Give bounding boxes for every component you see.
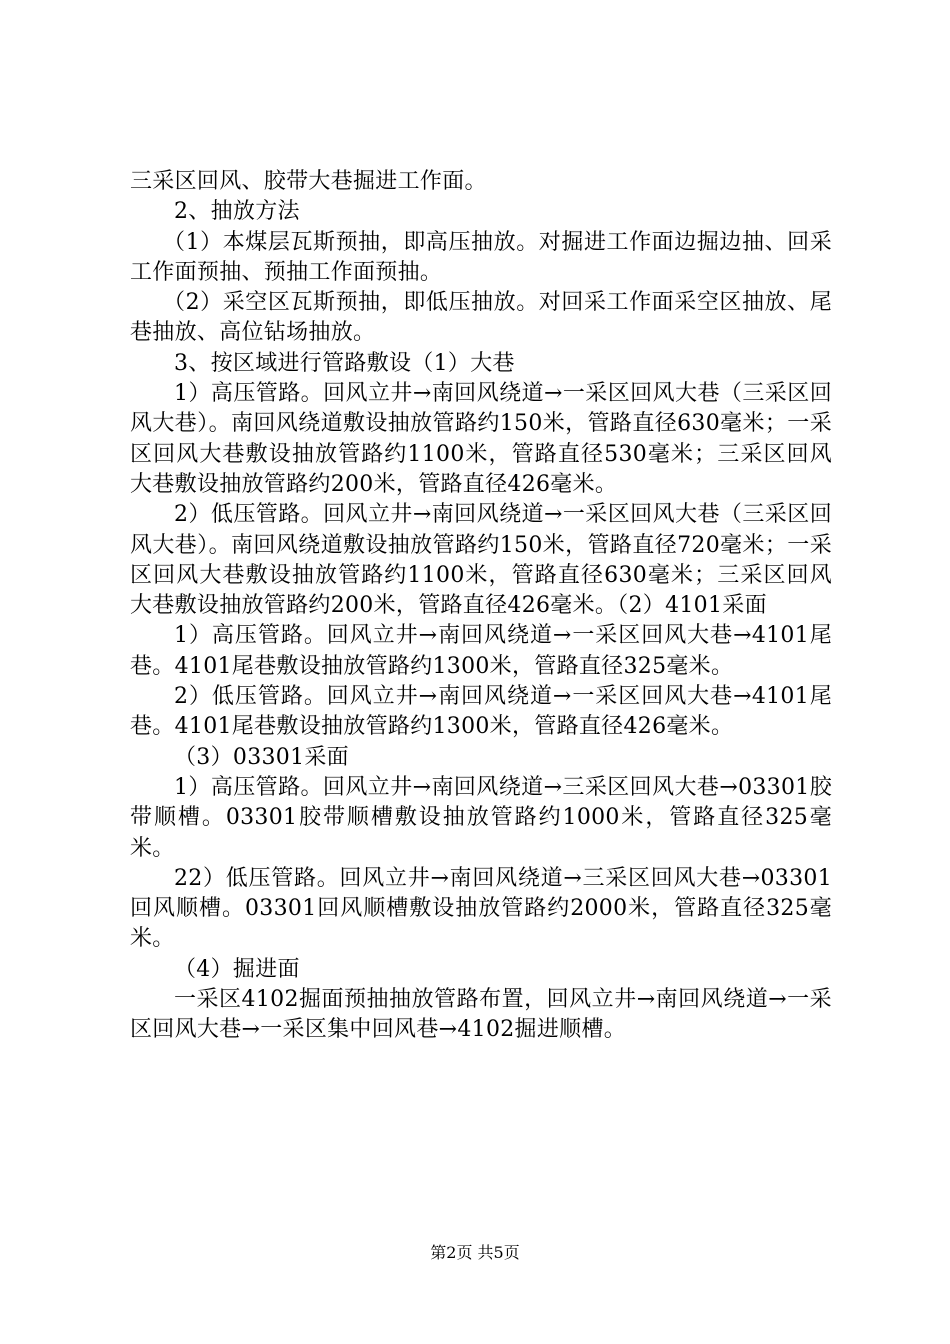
paragraph-4101-high-pressure: 1）高压管路。回风立井→南回风绕道→一采区回风大巷→4101尾巷。4101尾巷敷设抽放管路约1300米，管路直径325毫米。 bbox=[130, 623, 832, 679]
paragraph-4102-layout: 一采区4102掘面预抽抽放管路布置，回风立井→南回风绕道→一采区回风大巷→一采区集中回风巷→4102掘进顺槽。 bbox=[130, 987, 832, 1043]
page-indicator: 第2页 共5页 bbox=[430, 1243, 520, 1262]
paragraph-method-1: （1）本煤层瓦斯预抽，即高压抽放。对掘进工作面边掘边抽、回采工作面预抽、预抽工作面预抽。 bbox=[130, 229, 832, 285]
paragraph-method-2: （2）采空区瓦斯预抽，即低压抽放。对回采工作面采空区抽放、尾巷抽放、高位钻场抽放。 bbox=[130, 290, 832, 346]
section-heading-03301: （3）03301采面 bbox=[174, 744, 349, 770]
paragraph-4101-low-pressure: 2）低压管路。回风立井→南回风绕道→一采区回风大巷→4101尾巷。4101尾巷敷设抽放管路约1300米，管路直径426毫米。 bbox=[130, 684, 832, 740]
paragraph-03301-high-pressure: 1）高压管路。回风立井→南回风绕道→三采区回风大巷→03301胶带顺槽。03301胶带顺槽敷设抽放管路约1000米，管路直径325毫米。 bbox=[130, 774, 832, 861]
document-body bbox=[130, 167, 832, 1046]
section-heading-pipe-layout: 3、按区域进行管路敷设（1）大巷 bbox=[174, 350, 515, 376]
paragraph-03301-low-pressure: 22）低压管路。回风立井→南回风绕道→三采区回风大巷→03301回风顺槽。03301回风顺槽敷设抽放管路约2000米，管路直径325毫米。 bbox=[130, 865, 832, 952]
paragraph-main-roadway-low-pressure: 2）低压管路。回风立井→南回风绕道→一采区回风大巷（三采区回风大巷）。南回风绕道敷设抽放管路约150米，管路直径720毫米；一采区回风大巷敷设抽放管路约1100米，管路直径630毫米；三采区回风大巷敷设抽放管路约200米，管路直径426毫米。（2）4101采面 bbox=[130, 502, 832, 619]
paragraph-continuation: 三采区回风、胶带大巷掘进工作面。 bbox=[130, 169, 487, 194]
section-heading-extraction-method: 2、抽放方法 bbox=[174, 199, 300, 225]
page-footer bbox=[0, 1243, 950, 1263]
section-heading-heading-face: （4）掘进面 bbox=[174, 956, 300, 982]
paragraph-main-roadway-high-pressure: 1）高压管路。回风立井→南回风绕道→一采区回风大巷（三采区回风大巷）。南回风绕道敷设抽放管路约150米，管路直径630毫米；一采区回风大巷敷设抽放管路约1100米，管路直径530毫米；三采区回风大巷敷设抽放管路约200米，管路直径426毫米。 bbox=[130, 381, 832, 497]
